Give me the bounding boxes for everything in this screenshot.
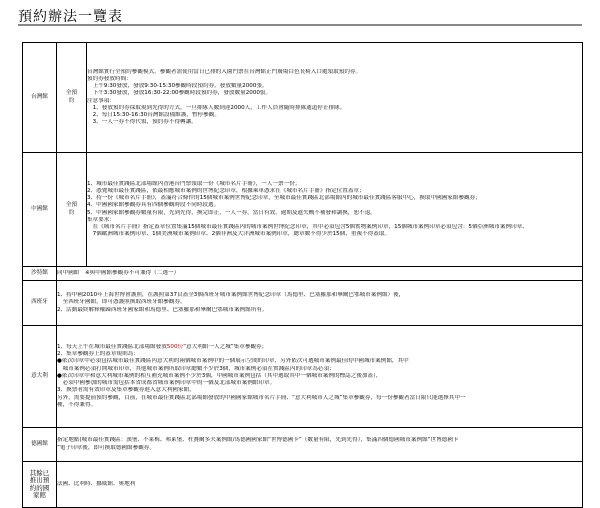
table-row bbox=[23, 326, 583, 428]
detail-line: 預約券發放時間： bbox=[87, 75, 132, 82]
detail-line: ●依次印章中和意大利城市案例的相互補充城市案例不少於3個，中國城市案例包括（其中選取其中一個城市案例的標誌之後加蓋）， bbox=[57, 372, 382, 379]
detail-line: 同中國館 ※與中國館參觀券不可兼得（二選一） bbox=[57, 269, 180, 276]
table-row bbox=[23, 43, 583, 153]
detail-line: 3、換票者需有效印章及集章參觀券進入意大利國家館， bbox=[57, 387, 195, 394]
detail-line: 注意事項： bbox=[87, 97, 115, 104]
table-row bbox=[23, 462, 583, 508]
detail-line: 1、持中國2010年上海世博會護照，在護照第37頁蓋全3個西班牙城市案例館世博紀念印章（馬德里、巴塞羅那和畢爾巴鄂城市案例館）後， bbox=[57, 292, 405, 299]
pavilion-name bbox=[23, 281, 57, 326]
pavilion-label: 西班牙 bbox=[31, 299, 48, 306]
table-row bbox=[23, 428, 583, 462]
detail-line: ”電子印章後，即可換取德國館參觀券。 bbox=[57, 444, 155, 451]
detail-line: 另外，需要提前預約參觀，目前，在城市最佳實踐區北部場館發放的中國國家館城市名片手冊、“意大利城市人之城”集章參觀券，每一份參觀者當日限只能選擇其中一 bbox=[57, 394, 466, 401]
detail-line: 1、每天上午在城市最佳實踐區北部場館發放500份“意大利館一人之城”集章參觀券； bbox=[57, 344, 268, 351]
detail-line: 必須中國參加的城市需包括本省成都省城市案例印章中的一個及北部城市案例館印章。 bbox=[57, 380, 276, 387]
table-row bbox=[23, 281, 583, 326]
detail-line: ●依次印章中必須包括城市最佳實踐區內意大利的兩個城市案例中的一個展示空間的印章，另外依次可選城市案例最佳的中國城市案例館，其中 bbox=[57, 358, 409, 365]
ticket-type bbox=[57, 43, 87, 153]
pavilion-label: 中國館 bbox=[31, 205, 48, 212]
detail-line: 至西班牙國館，即可憑護照換取西班牙館參觀券。 bbox=[57, 299, 186, 306]
detail-line: 指定地點(城市最佳實踐區：漢堡、不萊梅、弗萊堡、杜賽爾多夫案例館/馬德國國家館“世博德國卡”（數量有限，先到先得），集滿四個德國城市案例館“世博德國卡 bbox=[57, 437, 459, 444]
detail-line: 2、憑覽城市最佳實踐區，依最相應城市案例的世博紀念印章，根據乘車憑求在《城市名片手冊》指定位置蓋章； bbox=[87, 187, 365, 194]
detail-line: 法國、比利時、挪威館、奧地利 bbox=[57, 480, 136, 487]
detail-line: 3、持一份《城市名片手冊》，蓋滿符合條件的15個城市案例世博紀念印章，至城市最佳實踐區北部場館內的城市最佳實踐區客服中心，換取中國國家館參觀券； bbox=[87, 195, 481, 202]
table-row bbox=[23, 153, 583, 267]
pavilion-label: 其餘已推出預約的國家館 bbox=[29, 469, 50, 499]
detail-line: 種，不得兼得。 bbox=[57, 401, 97, 408]
table-row bbox=[23, 267, 583, 281]
reservation-table bbox=[22, 42, 583, 508]
pavilion-name bbox=[23, 267, 57, 281]
detail-line: 4、中國國家館參觀券具有四個參觀時段不同時段選。 bbox=[87, 202, 220, 209]
detail-line: 集章要求： bbox=[87, 216, 115, 223]
reservation-details bbox=[57, 281, 583, 326]
detail-line: 1、發放預約券採取現到先得的方式，一旦排隊人數到達2000人，工作人員會隨時排隊通道停止排隊。 bbox=[87, 104, 346, 111]
detail-line: 7個歐洲城市案例印章、1個美洲城市案例印章、2個非洲及大洋洲城市案例印章，總章數不得少於15個，重複不得蓋取。 bbox=[87, 231, 391, 238]
quota-highlight: 500份 bbox=[166, 344, 184, 351]
pavilion-name bbox=[23, 428, 57, 462]
detail-line: 3、一人一券不得代領，預約券不得轉讓。 bbox=[87, 119, 197, 126]
detail-line: 在《城市名片手冊》指定蓋章位置集滿15個城市最佳實踐區內的城市案例世博紀念印章，其中必須包含5個實物案例印章，15個城市案例印章必須包含：5個亞洲城市案例印章、 bbox=[87, 223, 528, 230]
detail-line: 上午9:30發放，發放9:30-15:30參觀時段預約券，發放數量2000張。 bbox=[87, 83, 268, 90]
detail-line: 5、中國國家館參觀券數量有限，先到先得，換完即止，一人一券，當日有效，逾期及遺失概不補發和調換，恕不退。 bbox=[87, 209, 376, 216]
pavilion-label: 沙特館 bbox=[31, 269, 48, 276]
reservation-details bbox=[57, 267, 583, 281]
detail-line: 1、城市最佳實踐區北部場館內香港台門票領取一份《城市名片手冊》，一人一票一份； bbox=[87, 180, 301, 187]
reservation-details bbox=[87, 43, 583, 153]
pavilion-label: 台灣館 bbox=[31, 93, 48, 100]
ticket-type-label: 全預約 bbox=[65, 90, 78, 104]
pavilion-label: 德國館 bbox=[31, 440, 48, 447]
reservation-details bbox=[57, 462, 583, 508]
ticket-type bbox=[57, 153, 87, 267]
reservation-details bbox=[87, 153, 583, 267]
pavilion-name bbox=[23, 153, 57, 267]
pavilion-name bbox=[23, 326, 57, 428]
pavilion-name bbox=[23, 462, 57, 508]
title-divider bbox=[18, 24, 582, 26]
detail-line: 2、活動最終解釋權歸西班牙國家館和馬德里、巴塞羅那和畢爾巴鄂城市案例館所有。 bbox=[57, 306, 268, 313]
page-title: 預約辦法一覽表 bbox=[18, 9, 123, 25]
detail-line: 台灣館實行全預約參觀模式，參觀者需使用當日已排的入園門票在台灣館正門廣場白色長椅入口處領取預約券。 bbox=[87, 68, 362, 75]
reservation-details bbox=[57, 428, 583, 462]
pavilion-name bbox=[23, 43, 57, 153]
pavilion-label: 意大利 bbox=[31, 372, 48, 379]
detail-line: 下午3:30發放，發放16:30-22:00參觀時段預約券，發放數量2000張。 bbox=[87, 90, 272, 97]
ticket-type-label: 全預約 bbox=[65, 202, 78, 216]
reservation-details bbox=[57, 326, 583, 428]
detail-line: 2、集章參觀券上的蓋章規則為： bbox=[57, 351, 139, 358]
detail-line: 城市案例必須打開城市印章，其他城市案例所取印章總數不少於3個，城市案例必須在實踐區內的印章為必須； bbox=[57, 365, 335, 372]
detail-line: 2、每日15:30-16:30台灣館設備維護，暫停參觀。 bbox=[87, 111, 220, 118]
